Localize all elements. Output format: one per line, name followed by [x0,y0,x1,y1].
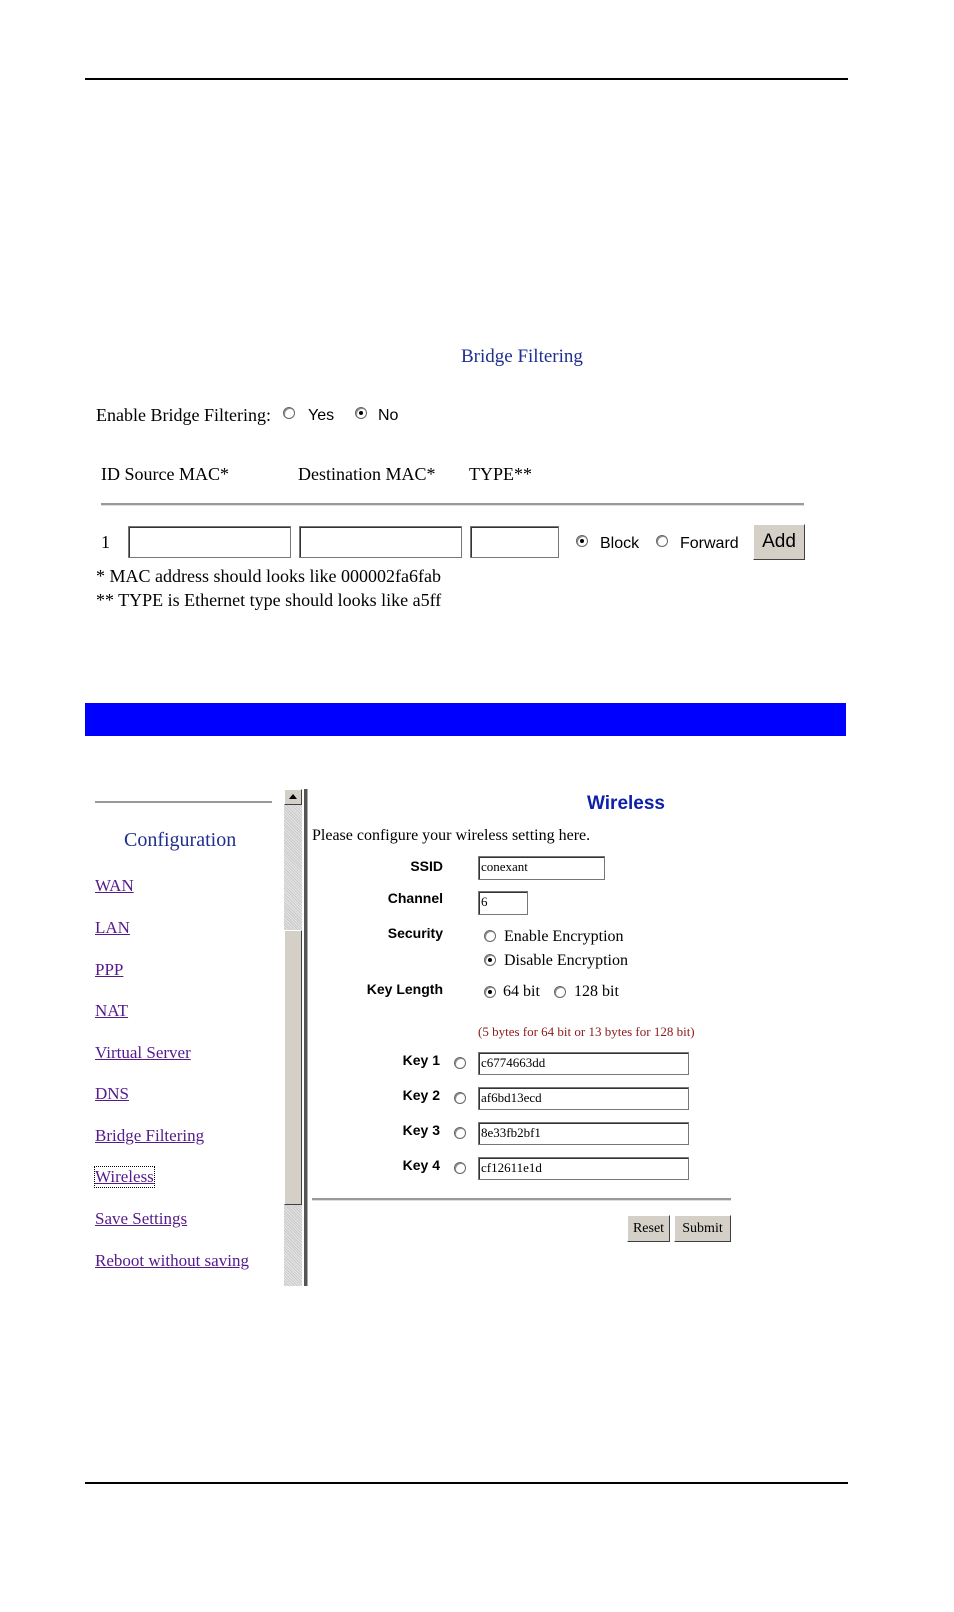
channel-input[interactable]: 6 [478,891,528,915]
source-mac-input[interactable] [128,526,291,558]
sidebar-item-ppp[interactable]: PPP [95,960,124,979]
wireless-intro: Please configure your wireless setting here. [312,827,591,844]
wireless-title: Wireless [587,793,665,814]
key1-radio[interactable] [454,1057,466,1069]
reset-button[interactable]: Reset [627,1215,670,1242]
key-128-radio[interactable] [554,986,566,998]
submit-button[interactable]: Submit [674,1215,731,1242]
bridge-filtering-title: Bridge Filtering [461,346,583,367]
add-button[interactable]: Add [753,524,805,560]
disable-encryption-radio[interactable] [484,954,496,966]
enable-bridge-filtering-label: Enable Bridge Filtering: [96,405,271,425]
forward-label: Forward [680,535,739,552]
header-id-source-mac: ID Source MAC* [101,464,229,484]
sidebar-top-rule [95,801,272,803]
sidebar-item-wan[interactable]: WAN [95,876,134,895]
ssid-input[interactable]: conexant [478,856,605,880]
ssid-label: SSID [410,858,443,874]
enable-yes-label: Yes [308,407,335,424]
destination-mac-input[interactable] [299,526,462,558]
type-note: ** TYPE is Ethernet type should looks like a5ff [96,590,442,610]
type-input[interactable] [470,526,559,558]
key2-radio[interactable] [454,1092,466,1104]
key2-input[interactable]: af6bd13ecd [478,1087,689,1110]
blue-banner [85,703,846,736]
key-64-radio[interactable] [484,986,496,998]
mac-note: * MAC address should looks like 000002fa6fab [96,566,441,586]
wireless-form-divider [312,1198,731,1201]
key-128-label: 128 bit [574,983,619,1000]
frame-divider [304,789,308,1286]
key3-radio[interactable] [454,1127,466,1139]
sidebar-item-reboot-without-saving[interactable]: Reboot without saving [95,1251,249,1270]
forward-radio[interactable] [656,535,668,547]
block-label: Block [600,535,640,552]
enable-no-label: No [378,407,399,424]
header-destination-mac: Destination MAC* [298,464,436,484]
key3-label: Key 3 [402,1122,440,1138]
sidebar-scrollbar[interactable] [284,789,302,1286]
sidebar-item-save-settings[interactable]: Save Settings [95,1209,188,1228]
key4-radio[interactable] [454,1162,466,1174]
sidebar-item-bridge-filtering[interactable]: Bridge Filtering [95,1126,205,1145]
header-divider [101,503,804,506]
sidebar-item-dns[interactable]: DNS [95,1084,130,1103]
block-radio[interactable] [576,535,588,547]
channel-label: Channel [387,890,443,906]
disable-encryption-label: Disable Encryption [504,952,628,969]
row-id: 1 [101,532,110,552]
key2-label: Key 2 [402,1087,440,1103]
key4-label: Key 4 [402,1157,440,1173]
enable-encryption-radio[interactable] [484,930,496,942]
sidebar-item-nat[interactable]: NAT [95,1001,129,1020]
key-length-hint: (5 bytes for 64 bit or 13 bytes for 128 bit) [478,1024,695,1039]
enable-yes-radio[interactable] [283,407,295,419]
key4-input[interactable]: cf12611e1d [478,1157,689,1180]
bottom-page-rule [85,1482,848,1484]
key1-input[interactable]: c6774663dd [478,1052,689,1075]
scroll-up-arrow-icon[interactable] [284,789,302,805]
header-type: TYPE** [469,464,532,484]
key-64-label: 64 bit [503,983,540,1000]
sidebar-item-wireless[interactable]: Wireless [95,1167,154,1186]
sidebar-title: Configuration [124,829,237,851]
sidebar-item-lan[interactable]: LAN [95,918,130,937]
key1-label: Key 1 [402,1052,440,1068]
scroll-thumb[interactable] [284,930,302,1205]
enable-encryption-label: Enable Encryption [504,928,624,945]
enable-no-radio[interactable] [355,407,367,419]
top-page-rule [85,78,848,80]
key-length-label: Key Length [366,981,443,997]
key3-input[interactable]: 8e33fb2bf1 [478,1122,689,1145]
security-label: Security [387,925,443,941]
sidebar-item-virtual-server[interactable]: Virtual Server [95,1043,191,1062]
